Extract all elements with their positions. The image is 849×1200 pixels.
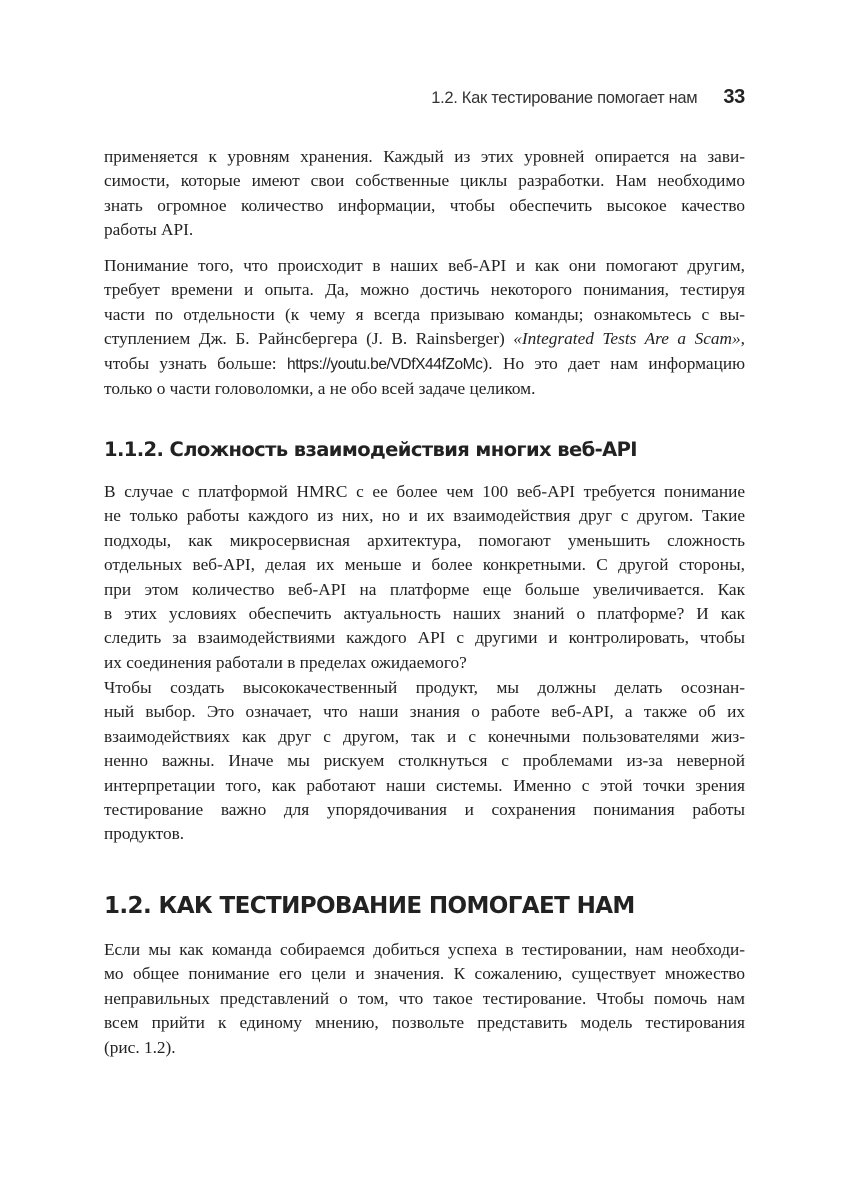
text-line: мо общее понимание его цели и значения. К сожалению, существует множество [104,964,745,984]
text-line: требует времени и опыта. Да, можно достичь некоторого понимания, тестируя [104,280,745,300]
text-line: Понимание того, что происходит в наших веб-API и как они помогают другим, [104,256,745,275]
paragraph-3 [104,480,745,675]
text-line [104,327,745,351]
text: , [740,329,745,349]
text-line: следить за взаимодействиями каждого API с другими и контролировать, чтобы [104,628,745,648]
text-line: ненно важны. Иначе мы рискуем столкнуться с проблемами из-за неверной [104,751,745,771]
running-header [104,86,745,109]
text-line: Если мы как команда собираемся добиться успеха в тестировании, нам необходи- [104,940,745,959]
text-line: только о части головоломки, а не обо всей задаче целиком. [104,379,536,399]
text-line: работы API. [104,220,194,240]
page-number: 33 [723,86,745,108]
text-line: не только работы каждого из них, но и их взаимодействия друг с другом. Такие [104,506,745,526]
text-line: ный выбор. Это означает, что наши знания о работе веб-API, а также об их [104,702,745,722]
text-line: тестирование важно для упорядочивания и сохранения понимания работы [104,800,745,820]
text-line: интерпретации того, как работают наши системы. Именно с этой точки зрения [104,775,745,795]
text-line: симости, которые имеют свои собственные циклы разработки. Нам необходимо [104,171,745,191]
text-line: Чтобы создать высококачественный продукт, мы должны делать осознан- [104,678,745,697]
text-line: (рис. 1.2). [104,1037,176,1057]
running-title: 1.2. Как тестирование помогает нам [431,89,698,107]
text: чтобы узнать больше: [104,353,287,373]
text-line: применяется к уровням хранения. Каждый из этих уровней опирается на зави- [104,147,745,166]
section-heading-1-2: 1.2. КАК ТЕСТИРОВАНИЕ ПОМОГАЕТ НАМ [104,893,635,919]
text-line: неправильных представлений о том, что такое тестирование. Чтобы помочь нам [104,988,745,1008]
text-line: отдельных веб-API, делая их меньше и более конкретными. С другой стороны, [104,555,745,575]
paragraph-1 [104,145,745,243]
section-heading-1-1-2: 1.1.2. Сложность взаимодействия многих веб-API [104,438,637,461]
text-line: взаимодействиях как друг с другом, так и с конечными пользователями жиз- [104,726,745,746]
text-line: продуктов. [104,824,185,844]
text-line: в этих условиях обеспечить актуальность наших знаний о платформе? И как [104,604,745,624]
paragraph-2 [104,254,745,401]
text-line: всем прийти к единому мнению, позвольте представить модель тестирования [104,1013,745,1033]
youtube-link[interactable]: https://youtu.be/VDfX44fZoMc [286,355,483,373]
text-line: В случае с платформой HMRC с ее более чем 100 веб-API требуется понимание [104,482,745,501]
text: ). Но это дает нам информацию [482,353,745,373]
text-line: подходы, как микросервисная архитектура, помогают уменьшить сложность [104,530,745,550]
paragraph-5 [104,938,745,1060]
text: ступлением Дж. Б. Райнсбергера (J. B. Rainsberger) [104,329,514,349]
text-line: их соединения работали в пределах ожидаемого? [104,652,467,672]
paragraph-4 [104,676,745,847]
text-line: части по отдельности (к чему я всегда призываю команды; ознакомьтесь с вы- [104,304,745,324]
talk-title: «Integrated Tests Are a Scam» [513,329,741,349]
text-line [104,352,745,377]
text-line: знать огромное количество информации, чтобы обеспечить высокое качество [104,195,745,215]
text-line: при этом количество веб-API на платформе еще больше увеличивается. Как [104,579,745,599]
